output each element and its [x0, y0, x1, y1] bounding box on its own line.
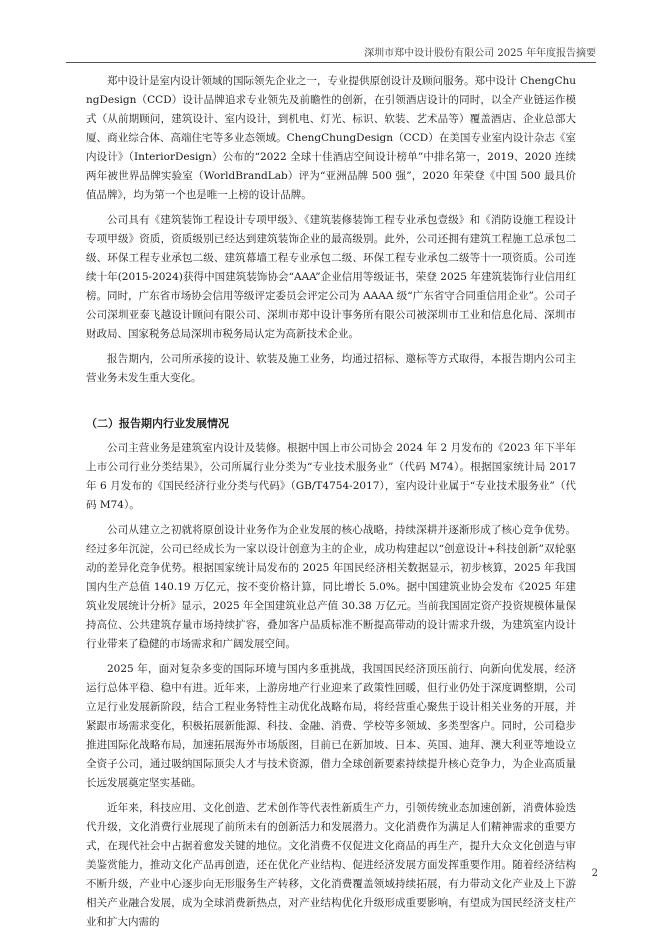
- report-header-title: 深圳市郑中设计股份有限公司 2025 年年度报告摘要: [364, 48, 596, 59]
- core-strategy-paragraph: 公司从建立之初就将原创设计业务作为企业发展的核心战略，持续深耕并逐渐形成了核心竞争优势。经过多年沉淀，公司已经成长为一家以设计创意为主的企业，成功构建起以“创意设计+科技创新”双轮驱动的差异化竞争优势。根据国家统计局发布的 2025 年国民经济相关数据显示，初步核算，2025 年我国国内生产总值 140.19 万亿元，按不变价格计算，同比增长 5.0%。据中国建筑业协会发布《2025 年建筑业发展统计分析》显示，2025 年全国建筑业总产值 30.38 万亿元。当前我国固定资产投资规模体量保持高位、公共建筑存量市场持续扩容，叠加客户品质标准不断提高带动的设计需求升级，为建筑室内设计行业带来了稳健的市场需求和广阔发展空间。: [86, 524, 576, 650]
- cultural-consumption-paragraph: 近年来，科技应用、文化创造、艺术创作等代表性新质生产力，引领传统业态加速创新，消费体验迭代升级，文化消费行业展现了前所未有的创新活力和发展潜力。文化消费作为满足人们精神需求的重要方式，在现代社会中占据着愈发关键的地位。文化消费不仅促进文化商品的再生产，提升大众文化创造与审美鉴赏能力，推动文化产品再创造，还在优化产业结构、促进经济发展方面发挥重要作用。随着经济结构不断升级，产业中心逐步向无形服务生产转移，文化消费覆盖领域持续拓展，有力带动文化产业及上下游相关产业融合发展，成为全球消费新热点，对产业结构优化升级形成重要影响，有望成为国民经济支柱产业和扩大内需的: [86, 802, 576, 928]
- page-number: 2: [591, 868, 598, 879]
- company-intro-paragraph: 郑中设计是室内设计领域的国际领先企业之一，专业提供原创设计及顾问服务。郑中设计 ChengChungDesign（CCD）设计品牌追求专业领先及前瞻性的创新，在引领酒店设计的同时，以全产业链运作模式（从前期顾问，建筑设计、室内设计，到机电、灯光、标识、软装、艺术品等）覆盖酒店、企业总部大厦、商业综合体、高端住宅等多业态领域。ChengChungDesign（CCD）在美国专业室内设计杂志《室内设计》（InteriorDesign）公布的“2022 全球十佳酒店空间设计榜单”中排名第一，2019、2020 连续两年被世界品牌实验室（WorldBrandLab）评为“亚洲品牌 500 强”，2020 年荣登《中国 500 最具价值品牌》，均为第一个也是唯一上榜的设计品牌。: [86, 75, 576, 201]
- section-title-industry: （二）报告期内行业发展情况: [86, 417, 229, 430]
- report-header: [66, 44, 596, 63]
- report-body: [86, 72, 576, 938]
- industry-classification-paragraph: 公司主营业务是建筑室内设计及装修。根据中国上市公司协会 2024 年 2 月发布的《2023 年下半年上市公司行业分类结果》，公司所属行业分类为“专业技术服务业”（代码 M74）。根据国家统计局 2017 年 6 月发布的《国民经济行业分类与代码》（GB/T4754-2017），室内设计业属于“专业技术服务业”（代码 M74）。: [86, 442, 576, 511]
- qualification-paragraph: 公司具有《建筑装饰工程设计专项甲级》、《建筑装修装饰工程专业承包壹级》和《消防设施工程设计专项甲级》资质，资质级别已经达到建筑装饰企业的最高级别。此外，公司还拥有建筑工程施工总承包二级、环保工程专业承包二级、建筑幕墙工程专业承包二级、环保工程专业承包二级等十一项资质。公司连续十年(2015-2024)获得中国建筑装饰协会“AAA”企业信用等级证书，荣登 2025 年建筑装饰行业信用红榜。同时，广东省市场协会信用等级评定委员会评定公司为 AAAA 级“广东省守合同重信用企业”。公司子公司深圳亚泰飞越设计顾问有限公司、深圳市郑中设计事务所有限公司被深圳市工业和信息化局、深圳市财政局、国家税务总局深圳市税务局认定为高新技术企业。: [86, 214, 576, 340]
- market-environment-paragraph: 2025 年，面对复杂多变的国际环境与国内多重挑战，我国国民经济顶压前行、向新向优发展，经济运行总体平稳、稳中有进。近年来，上游房地产行业迎来了政策性回暖，但行业仍处于深度调整期，公司立足行业发展新阶段，结合工程业务特性主动优化战略布局，将经营重心聚焦于设计相关业务的开展，并紧跟市场需求变化，积极拓展新能源、科技、金融、消费、学校等多领域、多类型客户。同时，公司稳步推进国际化战略布局，加速拓展海外市场版图，目前已在新加坡、日本、英国、迪拜、澳大利亚等地设立全资子公司，通过吸纳国际顶尖人才与技术资源，借力全球创新要素持续提升核心竞争力，为企业高质量长远发展奠定坚实基础。: [86, 663, 576, 789]
- business-change-paragraph: 报告期内，公司所承接的设计、软装及施工业务，均通过招标、邀标等方式取得，本报告期内公司主营业务未发生重大变化。: [86, 353, 576, 384]
